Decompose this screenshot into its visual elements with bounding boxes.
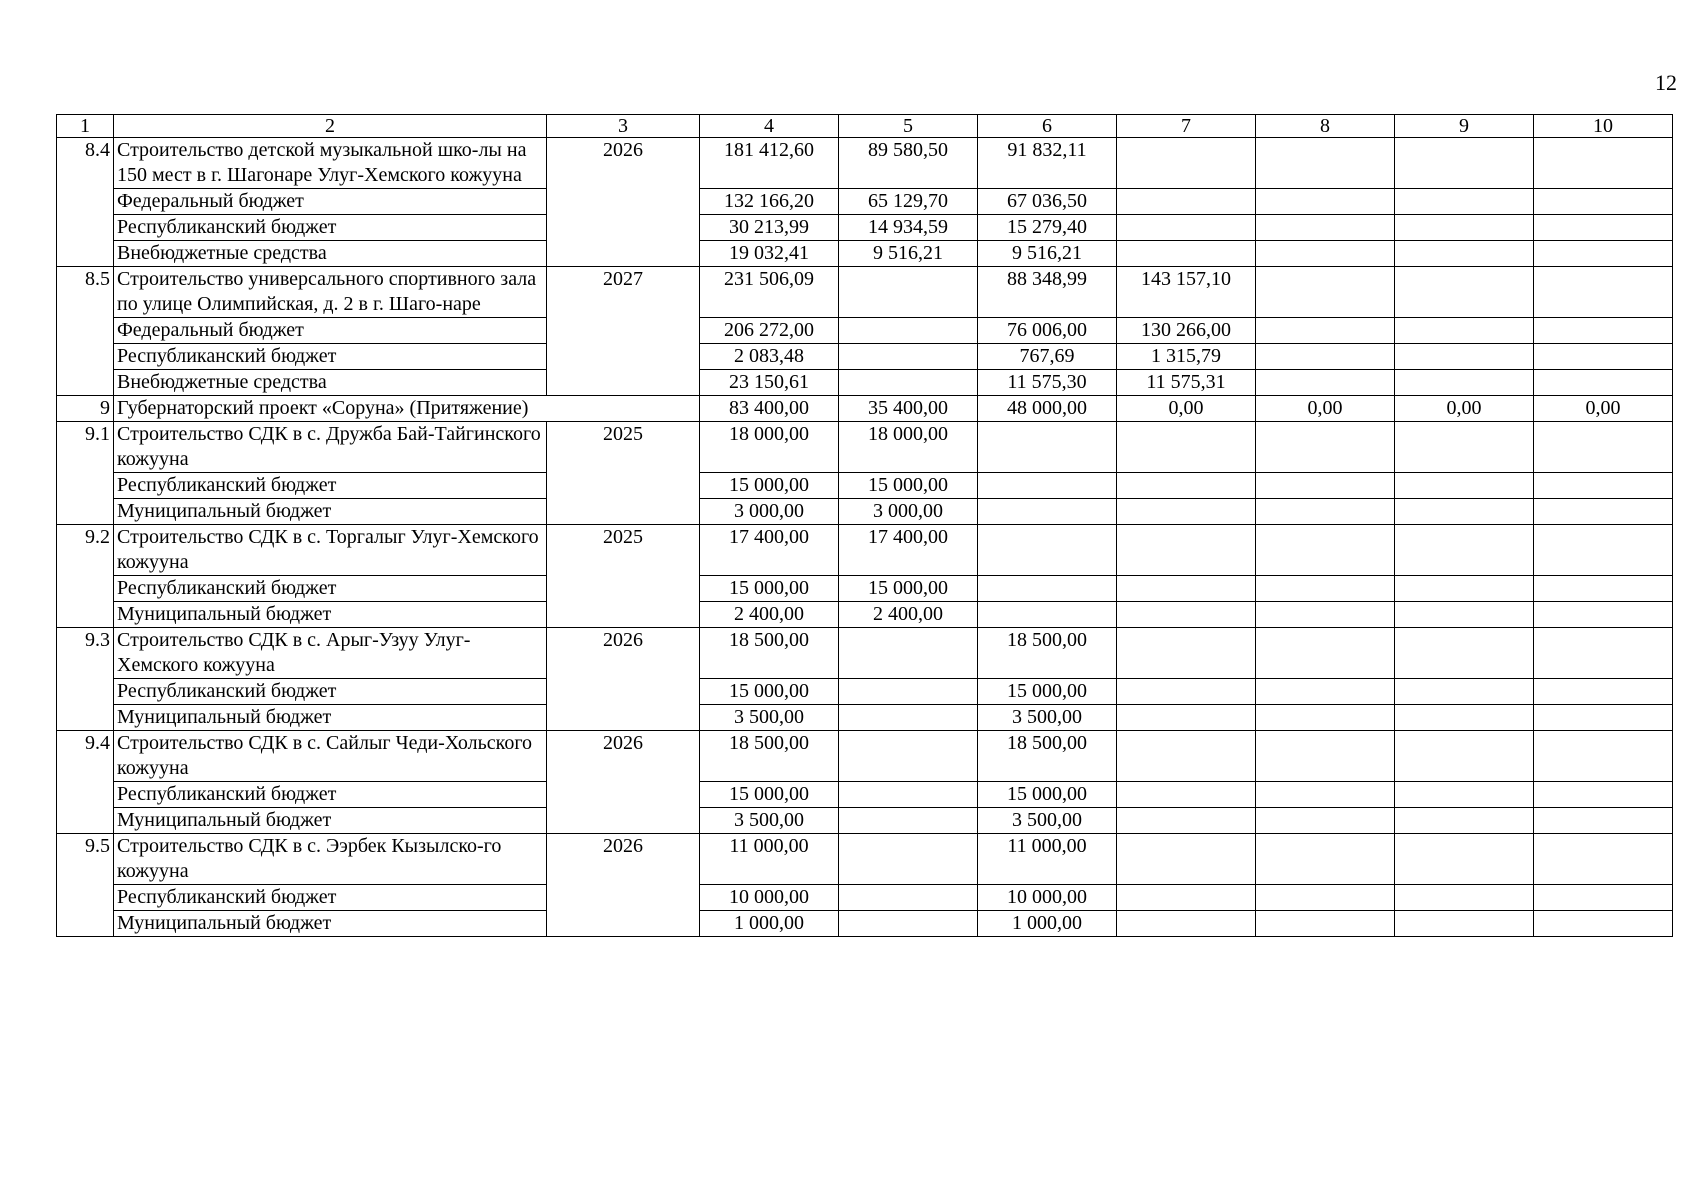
- value-cell: [1534, 808, 1673, 834]
- budget-table-body: [57, 115, 1673, 937]
- column-header: 7: [1117, 115, 1256, 138]
- value-cell: 15 000,00: [700, 473, 839, 499]
- value-cell: [1117, 422, 1256, 473]
- item-year: 2026: [547, 834, 700, 937]
- value-cell: [1395, 473, 1534, 499]
- funding-source-row: [57, 215, 1673, 241]
- value-cell: 3 500,00: [700, 705, 839, 731]
- value-cell: 35 400,00: [839, 396, 978, 422]
- value-cell: 18 000,00: [700, 422, 839, 473]
- funding-source-label: Муниципальный бюджет: [114, 705, 547, 731]
- value-cell: [839, 885, 978, 911]
- value-cell: 18 500,00: [978, 628, 1117, 679]
- value-cell: 88 348,99: [978, 267, 1117, 318]
- value-cell: 10 000,00: [700, 885, 839, 911]
- value-cell: [1395, 628, 1534, 679]
- item-name: Строительство СДК в с. Ээрбек Кызылско-го кожууна: [114, 834, 547, 885]
- value-cell: [1117, 525, 1256, 576]
- column-header: 10: [1534, 115, 1673, 138]
- column-header: 9: [1395, 115, 1534, 138]
- value-cell: 0,00: [1395, 396, 1534, 422]
- value-cell: [1395, 241, 1534, 267]
- value-cell: [1117, 241, 1256, 267]
- value-cell: 3 000,00: [700, 499, 839, 525]
- value-cell: [1256, 241, 1395, 267]
- funding-source-row: [57, 679, 1673, 705]
- value-cell: [1395, 525, 1534, 576]
- value-cell: [1534, 911, 1673, 937]
- value-cell: [1534, 525, 1673, 576]
- project-total-row: [57, 396, 1673, 422]
- value-cell: 15 279,40: [978, 215, 1117, 241]
- value-cell: [1256, 679, 1395, 705]
- value-cell: [1395, 422, 1534, 473]
- funding-source-label: Внебюджетные средства: [114, 241, 547, 267]
- value-cell: 181 412,60: [700, 138, 839, 189]
- value-cell: 18 500,00: [978, 731, 1117, 782]
- value-cell: 18 500,00: [700, 731, 839, 782]
- value-cell: [1117, 473, 1256, 499]
- item-row: [57, 525, 1673, 576]
- funding-source-row: [57, 241, 1673, 267]
- funding-source-row: [57, 911, 1673, 937]
- value-cell: [1534, 138, 1673, 189]
- value-cell: [839, 705, 978, 731]
- value-cell: [1534, 499, 1673, 525]
- value-cell: 17 400,00: [700, 525, 839, 576]
- value-cell: [1534, 267, 1673, 318]
- value-cell: [1117, 602, 1256, 628]
- value-cell: [1395, 267, 1534, 318]
- value-cell: 767,69: [978, 344, 1117, 370]
- value-cell: 15 000,00: [700, 679, 839, 705]
- item-row: [57, 422, 1673, 473]
- value-cell: 3 000,00: [839, 499, 978, 525]
- value-cell: [839, 679, 978, 705]
- value-cell: 11 575,30: [978, 370, 1117, 396]
- value-cell: [1534, 705, 1673, 731]
- value-cell: [839, 344, 978, 370]
- value-cell: 132 166,20: [700, 189, 839, 215]
- value-cell: 2 400,00: [700, 602, 839, 628]
- item-code: 9.1: [57, 422, 114, 525]
- column-header: 2: [114, 115, 547, 138]
- value-cell: 11 000,00: [700, 834, 839, 885]
- value-cell: 15 000,00: [839, 576, 978, 602]
- value-cell: [1256, 344, 1395, 370]
- value-cell: [1534, 318, 1673, 344]
- value-cell: [1534, 602, 1673, 628]
- value-cell: [1395, 808, 1534, 834]
- value-cell: [1395, 576, 1534, 602]
- value-cell: 130 266,00: [1117, 318, 1256, 344]
- value-cell: [1256, 808, 1395, 834]
- value-cell: [1117, 138, 1256, 189]
- value-cell: [1534, 241, 1673, 267]
- value-cell: 3 500,00: [978, 705, 1117, 731]
- value-cell: [839, 808, 978, 834]
- value-cell: 76 006,00: [978, 318, 1117, 344]
- value-cell: [1534, 370, 1673, 396]
- value-cell: 143 157,10: [1117, 267, 1256, 318]
- value-cell: 14 934,59: [839, 215, 978, 241]
- funding-source-row: [57, 189, 1673, 215]
- value-cell: 2 083,48: [700, 344, 839, 370]
- value-cell: 15 000,00: [700, 782, 839, 808]
- value-cell: [1256, 499, 1395, 525]
- item-code: 9.3: [57, 628, 114, 731]
- column-number-row: [57, 115, 1673, 138]
- value-cell: [1395, 318, 1534, 344]
- value-cell: 9 516,21: [978, 241, 1117, 267]
- funding-source-row: [57, 344, 1673, 370]
- value-cell: [978, 576, 1117, 602]
- value-cell: 231 506,09: [700, 267, 839, 318]
- funding-source-label: Республиканский бюджет: [114, 679, 547, 705]
- value-cell: [839, 267, 978, 318]
- value-cell: 65 129,70: [839, 189, 978, 215]
- value-cell: [1395, 602, 1534, 628]
- value-cell: [1534, 189, 1673, 215]
- value-cell: [1256, 782, 1395, 808]
- value-cell: [1534, 679, 1673, 705]
- value-cell: 3 500,00: [700, 808, 839, 834]
- value-cell: [1256, 215, 1395, 241]
- value-cell: [1534, 782, 1673, 808]
- value-cell: 67 036,50: [978, 189, 1117, 215]
- value-cell: [839, 834, 978, 885]
- funding-source-row: [57, 705, 1673, 731]
- value-cell: [1117, 679, 1256, 705]
- column-header: 5: [839, 115, 978, 138]
- value-cell: 19 032,41: [700, 241, 839, 267]
- funding-source-label: Муниципальный бюджет: [114, 602, 547, 628]
- value-cell: 1 000,00: [978, 911, 1117, 937]
- value-cell: [1256, 705, 1395, 731]
- value-cell: 91 832,11: [978, 138, 1117, 189]
- value-cell: 18 000,00: [839, 422, 978, 473]
- value-cell: [978, 422, 1117, 473]
- value-cell: [1534, 731, 1673, 782]
- funding-source-row: [57, 499, 1673, 525]
- funding-source-label: Муниципальный бюджет: [114, 911, 547, 937]
- value-cell: 11 000,00: [978, 834, 1117, 885]
- value-cell: [1534, 473, 1673, 499]
- value-cell: 23 150,61: [700, 370, 839, 396]
- value-cell: [1256, 473, 1395, 499]
- column-header: 4: [700, 115, 839, 138]
- value-cell: 18 500,00: [700, 628, 839, 679]
- value-cell: 206 272,00: [700, 318, 839, 344]
- item-code: 9.2: [57, 525, 114, 628]
- value-cell: [1117, 499, 1256, 525]
- item-year: 2025: [547, 525, 700, 628]
- funding-source-label: Республиканский бюджет: [114, 576, 547, 602]
- value-cell: [1256, 138, 1395, 189]
- value-cell: [1256, 189, 1395, 215]
- item-row: [57, 628, 1673, 679]
- value-cell: [1534, 344, 1673, 370]
- value-cell: [1395, 370, 1534, 396]
- value-cell: [1534, 576, 1673, 602]
- project-code: 9: [57, 396, 114, 422]
- value-cell: [1534, 834, 1673, 885]
- funding-source-row: [57, 885, 1673, 911]
- item-year: 2026: [547, 138, 700, 267]
- item-name: Строительство СДК в с. Сайлыг Чеди-Хольского кожууна: [114, 731, 547, 782]
- value-cell: [839, 318, 978, 344]
- column-header: 6: [978, 115, 1117, 138]
- value-cell: [839, 911, 978, 937]
- value-cell: [978, 499, 1117, 525]
- value-cell: [1117, 782, 1256, 808]
- item-row: [57, 267, 1673, 318]
- value-cell: 17 400,00: [839, 525, 978, 576]
- item-name: Строительство СДК в с. Дружба Бай-Тайгинского кожууна: [114, 422, 547, 473]
- funding-source-row: [57, 370, 1673, 396]
- value-cell: [1117, 705, 1256, 731]
- value-cell: 2 400,00: [839, 602, 978, 628]
- funding-source-label: Республиканский бюджет: [114, 885, 547, 911]
- value-cell: [1395, 782, 1534, 808]
- funding-source-label: Федеральный бюджет: [114, 318, 547, 344]
- item-row: [57, 731, 1673, 782]
- value-cell: [1117, 885, 1256, 911]
- value-cell: [1256, 628, 1395, 679]
- funding-source-row: [57, 576, 1673, 602]
- value-cell: 15 000,00: [839, 473, 978, 499]
- value-cell: [1534, 628, 1673, 679]
- value-cell: 15 000,00: [978, 679, 1117, 705]
- value-cell: [1256, 731, 1395, 782]
- value-cell: [1256, 885, 1395, 911]
- column-header: 1: [57, 115, 114, 138]
- value-cell: [1395, 189, 1534, 215]
- value-cell: 1 315,79: [1117, 344, 1256, 370]
- value-cell: [1256, 422, 1395, 473]
- item-year: 2027: [547, 267, 700, 396]
- funding-source-row: [57, 782, 1673, 808]
- value-cell: 15 000,00: [978, 782, 1117, 808]
- item-name: Строительство универсального спортивного зала по улице Олимпийская, д. 2 в г. Шаго-наре: [114, 267, 547, 318]
- value-cell: 89 580,50: [839, 138, 978, 189]
- item-code: 9.4: [57, 731, 114, 834]
- item-code: 9.5: [57, 834, 114, 937]
- value-cell: [1117, 576, 1256, 602]
- value-cell: [1395, 215, 1534, 241]
- funding-source-row: [57, 473, 1673, 499]
- value-cell: 1 000,00: [700, 911, 839, 937]
- value-cell: [1256, 525, 1395, 576]
- value-cell: 10 000,00: [978, 885, 1117, 911]
- value-cell: [839, 782, 978, 808]
- value-cell: [1117, 834, 1256, 885]
- value-cell: 0,00: [1117, 396, 1256, 422]
- value-cell: [1256, 834, 1395, 885]
- budget-table: [56, 114, 1673, 937]
- item-name: Строительство СДК в с. Торгалыг Улуг-Хемского кожууна: [114, 525, 547, 576]
- item-row: [57, 834, 1673, 885]
- value-cell: [1256, 576, 1395, 602]
- value-cell: [1395, 499, 1534, 525]
- value-cell: [1395, 834, 1534, 885]
- value-cell: 15 000,00: [700, 576, 839, 602]
- value-cell: [1117, 911, 1256, 937]
- value-cell: [1395, 705, 1534, 731]
- value-cell: [1395, 885, 1534, 911]
- funding-source-row: [57, 318, 1673, 344]
- page-number: 12: [1655, 70, 1677, 95]
- project-name: Губернаторский проект «Соруна» (Притяжение): [114, 396, 700, 422]
- item-code: 8.5: [57, 267, 114, 396]
- item-year: 2025: [547, 422, 700, 525]
- value-cell: [978, 525, 1117, 576]
- value-cell: [1395, 679, 1534, 705]
- item-name: Строительство СДК в с. Арыг-Узуу Улуг-Хемского кожууна: [114, 628, 547, 679]
- item-year: 2026: [547, 731, 700, 834]
- value-cell: [1256, 911, 1395, 937]
- value-cell: [839, 628, 978, 679]
- value-cell: [1395, 911, 1534, 937]
- value-cell: 9 516,21: [839, 241, 978, 267]
- value-cell: 0,00: [1256, 396, 1395, 422]
- funding-source-label: Федеральный бюджет: [114, 189, 547, 215]
- value-cell: [839, 731, 978, 782]
- value-cell: [1534, 885, 1673, 911]
- value-cell: [1395, 731, 1534, 782]
- funding-source-label: Муниципальный бюджет: [114, 808, 547, 834]
- funding-source-row: [57, 602, 1673, 628]
- value-cell: 0,00: [1534, 396, 1673, 422]
- value-cell: [1256, 602, 1395, 628]
- value-cell: [978, 473, 1117, 499]
- value-cell: [1117, 731, 1256, 782]
- funding-source-label: Республиканский бюджет: [114, 344, 547, 370]
- funding-source-label: Республиканский бюджет: [114, 782, 547, 808]
- value-cell: [1117, 189, 1256, 215]
- item-code: 8.4: [57, 138, 114, 267]
- value-cell: [1395, 138, 1534, 189]
- item-row: [57, 138, 1673, 189]
- value-cell: [1534, 422, 1673, 473]
- value-cell: [978, 602, 1117, 628]
- column-header: 3: [547, 115, 700, 138]
- value-cell: [1117, 628, 1256, 679]
- value-cell: [1117, 215, 1256, 241]
- funding-source-label: Внебюджетные средства: [114, 370, 547, 396]
- value-cell: [1395, 344, 1534, 370]
- value-cell: 30 213,99: [700, 215, 839, 241]
- value-cell: [1117, 808, 1256, 834]
- column-header: 8: [1256, 115, 1395, 138]
- item-name: Строительство детской музыкальной шко-лы на 150 мест в г. Шагонаре Улуг-Хемского кожууна: [114, 138, 547, 189]
- item-year: 2026: [547, 628, 700, 731]
- funding-source-row: [57, 808, 1673, 834]
- value-cell: 48 000,00: [978, 396, 1117, 422]
- value-cell: [1534, 215, 1673, 241]
- value-cell: 3 500,00: [978, 808, 1117, 834]
- funding-source-label: Республиканский бюджет: [114, 215, 547, 241]
- value-cell: [1256, 267, 1395, 318]
- funding-source-label: Республиканский бюджет: [114, 473, 547, 499]
- value-cell: [839, 370, 978, 396]
- value-cell: 11 575,31: [1117, 370, 1256, 396]
- value-cell: [1256, 318, 1395, 344]
- value-cell: 83 400,00: [700, 396, 839, 422]
- funding-source-label: Муниципальный бюджет: [114, 499, 547, 525]
- value-cell: [1256, 370, 1395, 396]
